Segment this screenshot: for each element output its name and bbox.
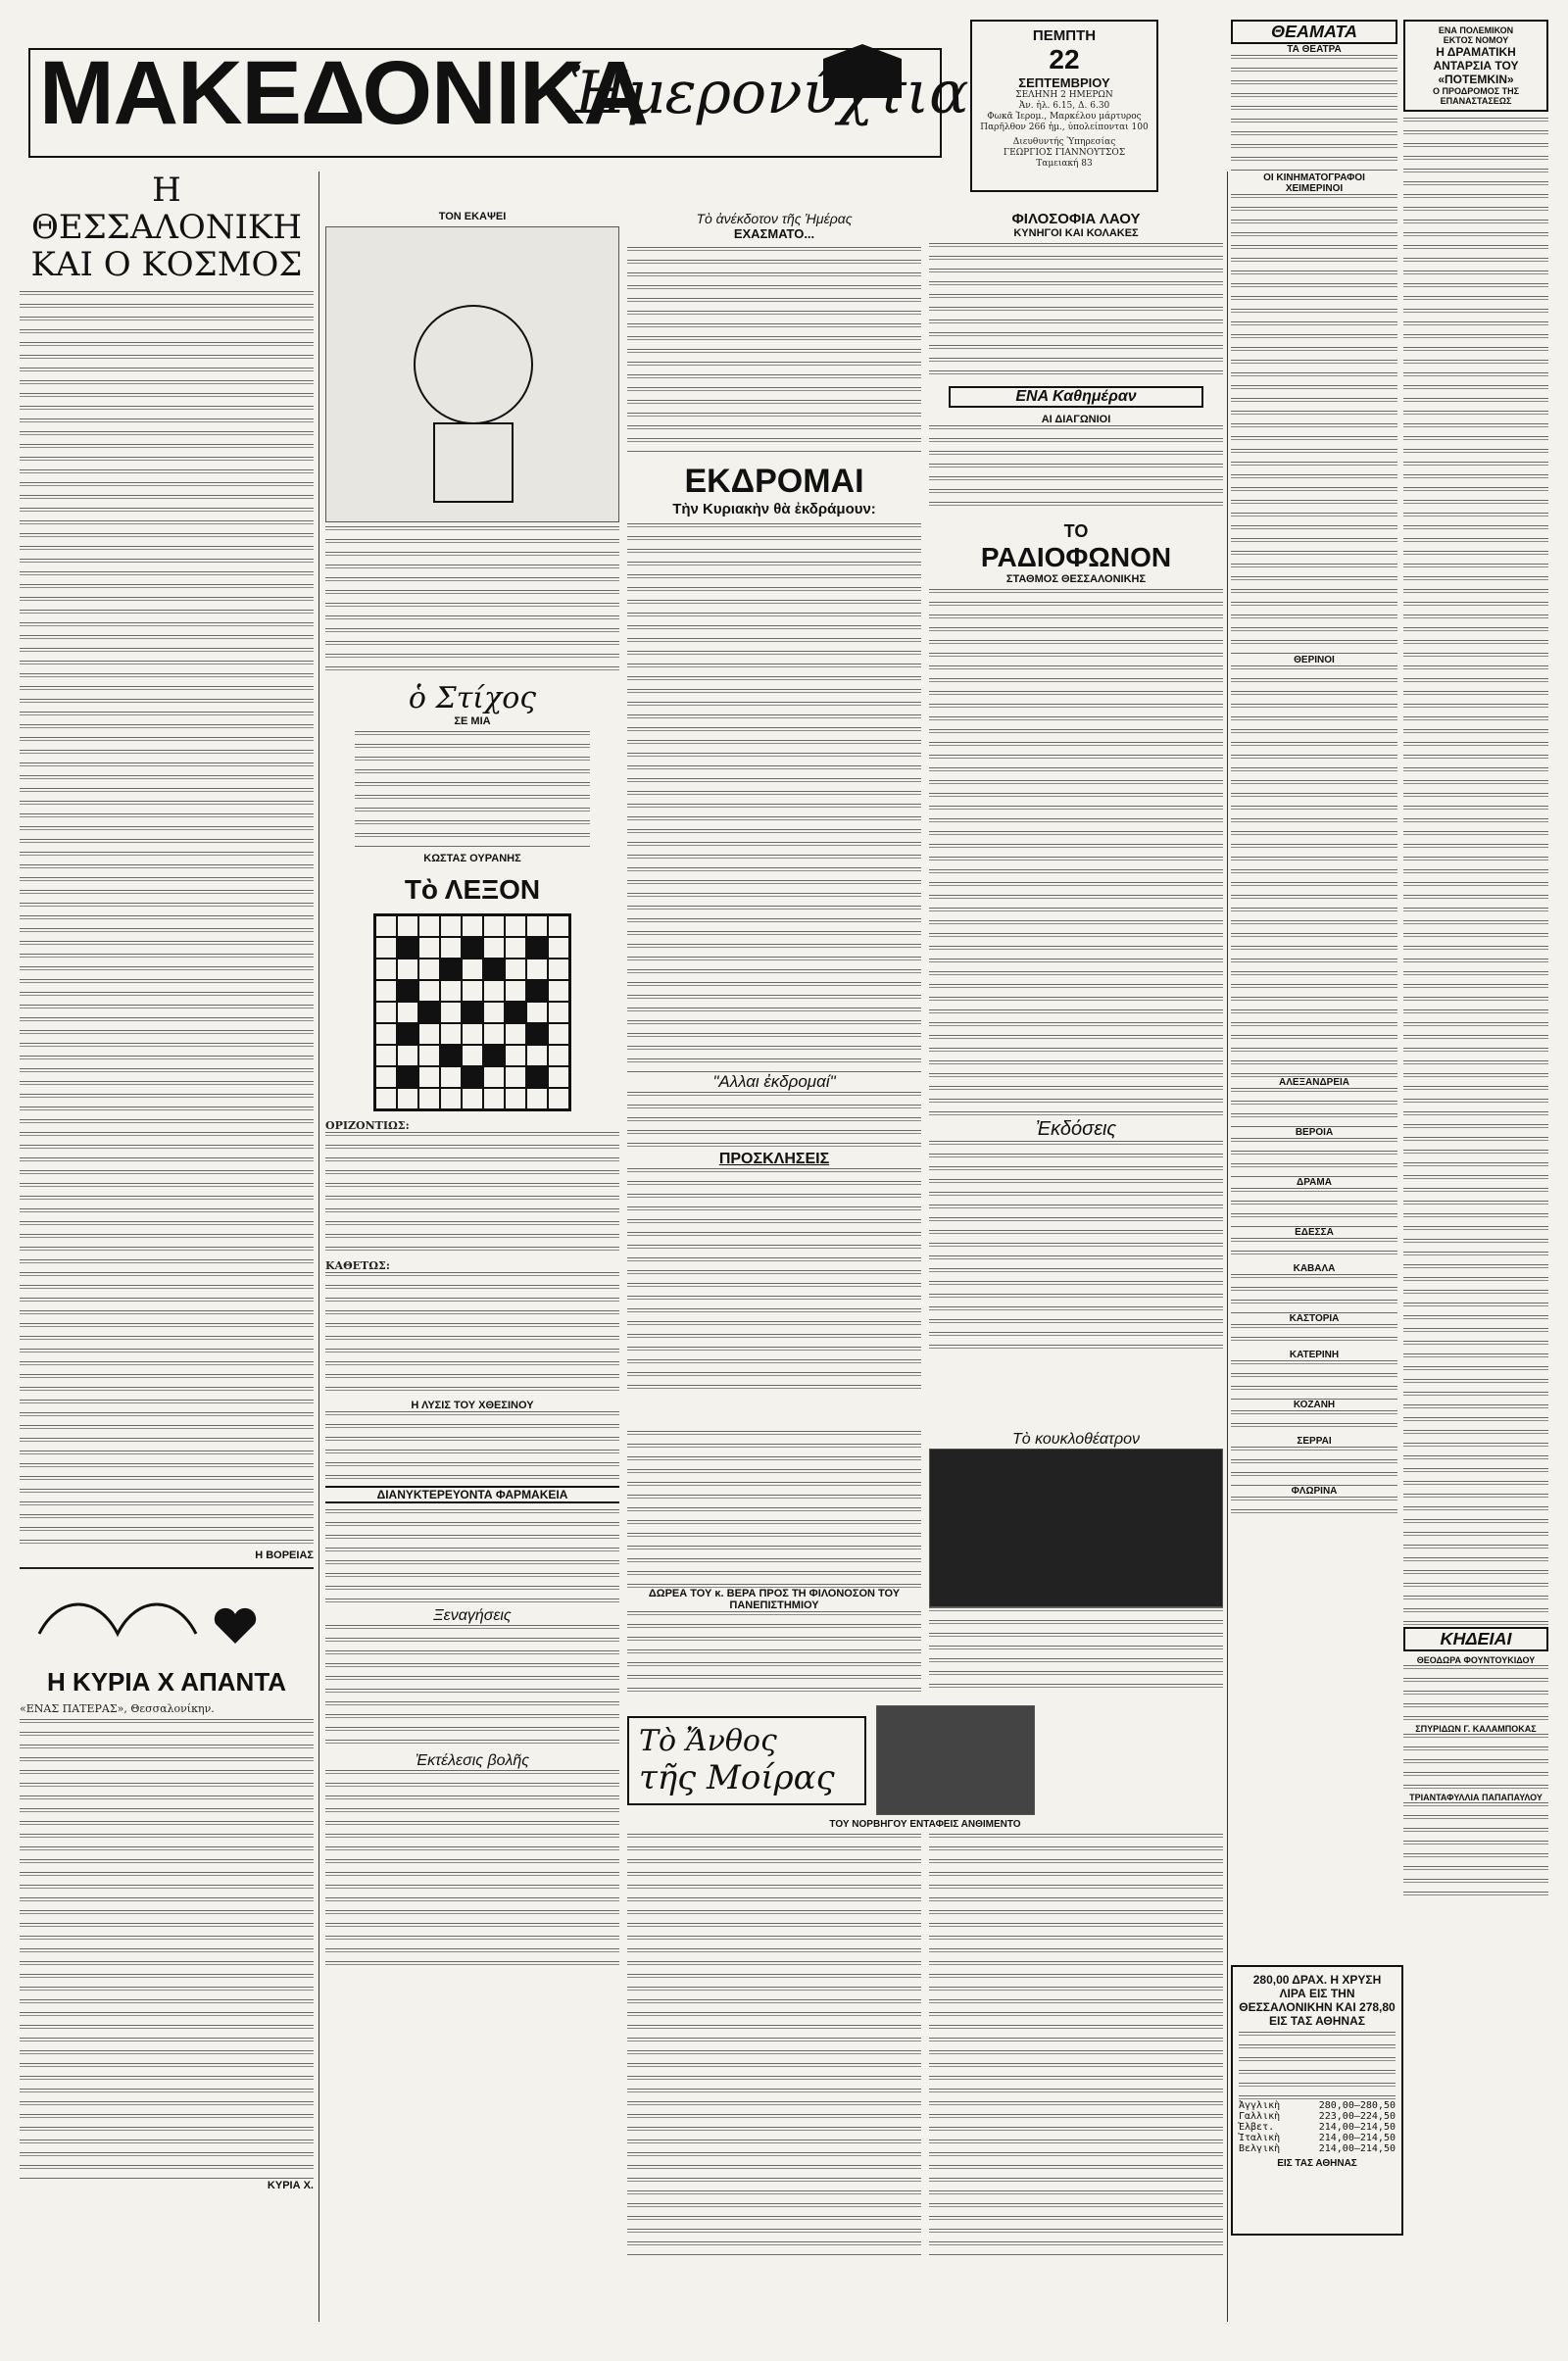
serial-title-box <box>627 1716 866 1805</box>
dorea-vera-body <box>627 1611 921 1699</box>
koukla-block <box>929 1431 1223 1699</box>
cat-11: ΣΕΡΡΑΙ <box>1297 1436 1332 1447</box>
page-ref: Ταμειακή 83 <box>1036 159 1093 169</box>
cartoon-image <box>325 226 619 522</box>
xenagisis-title: Ξεναγήσεις <box>433 1607 512 1624</box>
date-num: 22 <box>1049 44 1080 74</box>
ektelesis-title: Ἐκτέλεσις βολῆς <box>415 1752 530 1769</box>
cinema-sub: ΟΙ ΚΙΝΗΜΑΤΟΓΡΑΦΟΙ <box>1263 172 1365 183</box>
crossword-solution <box>325 1411 619 1480</box>
cat-4: ΒΕΡΟΙΑ <box>1295 1127 1334 1138</box>
cat-8: ΚΑΣΤΟΡΙΑ <box>1289 1313 1340 1324</box>
manager-label: Διευθυντής Ὑπηρεσίας <box>1012 137 1116 147</box>
serial-body-b <box>929 1834 1223 2255</box>
masthead-banner <box>20 39 969 167</box>
philosophia-title: ΦΙΛΟΣΟΦΙΑ ΛΑΟΥ <box>1011 211 1141 227</box>
ekdoseis-body <box>929 1141 1223 1356</box>
radio-body <box>929 589 1223 1118</box>
philosophia-subtitle: ΚΥΝΗΓΟΙ ΚΑΙ ΚΟΛΑΚΕΣ <box>1013 227 1139 239</box>
kathimerini-title: ΕΝΑ Καθημέραν <box>949 386 1203 408</box>
pharmacies-body <box>325 1509 619 1607</box>
kyria-signature: ΚΥΡΙΑ Χ. <box>267 2180 314 2191</box>
cat-7: ΚΑΒΑΛΑ <box>1293 1263 1336 1274</box>
gold-row <box>1239 2143 1396 2154</box>
crossword-title: Τὸ ΛΕΞΟΝ <box>404 874 541 905</box>
allai-body <box>627 1092 921 1151</box>
masthead-title: ΜΑΚΕΔΟΝΙΚΑ <box>39 43 648 143</box>
cat-6: ΕΔΕΣΣΑ <box>1295 1227 1334 1238</box>
ektelesis-body <box>325 1770 619 1966</box>
cat-2-body <box>1231 665 1397 1077</box>
cat-4-body <box>1231 1138 1397 1177</box>
serial-title-a: Τὸ Ἄνθος <box>639 1723 777 1758</box>
side-headline: Η ΔΡΑΜΑΤΙΚΗ ΑΝΤΑΡΣΙΑ ΤΟΥ «ΠΟΤΕΜΚΙΝ» <box>1433 45 1519 86</box>
anecdote-body <box>627 247 921 453</box>
column-three-a <box>627 211 921 1426</box>
left-col-body <box>325 526 619 673</box>
serial-body-a <box>627 1834 921 2255</box>
column-four-a <box>929 211 1223 1426</box>
cat-1-body <box>1231 194 1397 655</box>
lower-middle <box>627 1431 1223 2322</box>
gold-row-values: 214,00—214,50 <box>1318 2133 1396 2143</box>
gold-row-values: 223,00—224,50 <box>1318 2111 1396 2122</box>
gold-row-name: Ἑλβετ. <box>1239 2122 1275 2133</box>
cat-12: ΦΛΩΡΙΝΑ <box>1291 1486 1338 1497</box>
manager-name: ΓΕΩΡΓΙΟΣ ΓΙΑΝΝΟΥΤΣΟΣ <box>1003 148 1126 158</box>
lead-byline: Η ΒΟΡΕΙΑΣ <box>255 1549 314 1561</box>
gold-row-name: Ἰταλικὴ <box>1239 2133 1281 2143</box>
cat-7-body <box>1231 1274 1397 1313</box>
puppet-photo <box>929 1449 1223 1607</box>
side-line1: ΕΝΑ ΠΟΛΕΜΙΚΟΝ <box>1438 25 1514 35</box>
dorea-block <box>627 1431 921 1699</box>
philosophia-body <box>929 243 1223 380</box>
lead-body <box>20 291 314 1546</box>
kathimerini-body <box>929 425 1223 514</box>
side-column <box>1403 20 1548 1900</box>
gold-box <box>1231 1965 1403 2236</box>
crossword-across-label: ΟΡΙΖΟΝΤΙΩΣ: <box>325 1119 410 1132</box>
gold-rows <box>1239 2100 1396 2154</box>
ekdoseis-title: Ἐκδόσεις <box>1035 1118 1117 1140</box>
continued-body <box>627 1431 921 1588</box>
pharmacies-title: ΔΙΑΝΥΚΤΕΡΕΥΟΝΤΑ ΦΑΡΜΑΚΕΙΑ <box>325 1486 619 1503</box>
gold-headline: 280,00 ΔΡΑΧ. Η ΧΡΥΣΗ ΛΙΡΑ ΕΙΣ ΤΗΝ ΘΕΣΣΑΛΟΝΙΚΗΝ ΚΑΙ 278,80 ΕΙΣ ΤΑΣ ΑΘΗΝΑΣ <box>1239 1973 1396 2028</box>
ekdromai-body <box>627 523 921 1072</box>
kathimerini-subtitle: ΑΙ ΔΙΑΓΩΝΙΟΙ <box>1041 414 1111 425</box>
cat-9: ΚΑΤΕΡΙΝΗ <box>1289 1350 1340 1360</box>
obituary-title: ΚΗΔΕΙΑΙ <box>1403 1627 1548 1651</box>
gold-table-title: ΕΙΣ ΤΑΣ ΑΘΗΝΑΣ <box>1277 2158 1357 2169</box>
serial-header <box>627 1705 1223 1815</box>
gold-row-values: 214,00—214,50 <box>1318 2122 1396 2133</box>
anecdote-title: Τὸ ἀνέκδοτον τῆς Ἡμέρας <box>696 211 853 226</box>
gold-row-name: Ἀγγλικὴ <box>1239 2100 1281 2111</box>
gold-row <box>1239 2111 1396 2122</box>
rule <box>318 172 319 2322</box>
lead-headline: Η ΘΕΣΣΑΛΟΝΙΚΗ ΚΑΙ Ο ΚΟΣΜΟΣ <box>30 172 303 284</box>
side-box <box>1403 20 1548 112</box>
column-lead <box>20 172 314 2322</box>
date-day: ΠΕΜΠΤΗ <box>1032 27 1097 44</box>
radio-subtitle: ΣΤΑΘΜΟΣ ΘΕΣΣΑΛΟΝΙΚΗΣ <box>1005 573 1147 585</box>
serial-title-b: τῆς Μοίρας <box>639 1757 835 1797</box>
cat-8-body <box>1231 1324 1397 1350</box>
masthead-script: Ἡμερονύχτια <box>568 59 969 127</box>
cat-11-body <box>1231 1447 1397 1486</box>
kyria-body <box>20 1719 314 2180</box>
days-left: Παρῆλθον 266 ἡμ., ὑπολείπονται 100 <box>980 123 1149 132</box>
ekdromai-subtitle: Τὴν Κυριακὴν θὰ ἐκδράμουν: <box>672 501 876 517</box>
allai-title: "Αλλαι ἐκδρομαί" <box>712 1072 836 1091</box>
gold-row <box>1239 2100 1396 2111</box>
xenagisis-body <box>325 1625 619 1752</box>
serial-caption: ΤΟΥ ΝΟΡΒΗΓΟΥ ΕΝΤΑΦΕΙΣ ΑΝΘΙΜΕΝΤΟ <box>829 1819 1021 1830</box>
cartoon-drawing <box>326 227 618 519</box>
saint: Φωκᾶ Ἱερομ., Μαρκέλου μάρτυρος <box>987 112 1142 122</box>
crossword-down-label: ΚΑΘΕΤΩΣ: <box>325 1259 390 1272</box>
dorea-vera-title: ΔΩΡΕΑ ΤΟΥ κ. ΒΕΡΑ ΠΡΟΣ ΤΗ ΦΙΛΟΝΟΣΟΝ ΤΟΥ ΠΑΝΕΠΙΣΤΗΜΙΟΥ <box>648 1588 901 1611</box>
proskliseis-title: ΠΡΟΣΚΛΗΣΕΙΣ <box>718 1151 830 1167</box>
cat-9-body <box>1231 1360 1397 1400</box>
poem-author: ΚΩΣΤΑΣ ΟΥΡΑΝΗΣ <box>423 853 521 864</box>
gold-row-name: Γαλλικὴ <box>1239 2111 1281 2122</box>
cat-3: ΑΛΕΞΑΝΔΡΕΙΑ <box>1279 1077 1349 1088</box>
obituary-body2 <box>1403 1734 1548 1793</box>
kyria-intro: «ΕΝΑΣ ΠΑΤΕΡΑΣ», Θεσσαλονίκην. <box>20 1702 215 1715</box>
theatre-column <box>1231 20 1397 1900</box>
serial-portrait <box>876 1705 1035 1815</box>
gold-row <box>1239 2133 1396 2143</box>
cat-5-body <box>1231 1188 1397 1227</box>
anecdote-subtitle: ΕΧΑΣΜΑΤΟ... <box>733 226 815 241</box>
gold-body <box>1239 2032 1396 2100</box>
poem-body <box>355 731 590 849</box>
radio-title: ΡΑΔΙΟΦΩΝΟΝ <box>980 542 1172 572</box>
date-box <box>970 20 1158 192</box>
side-byline: Ο ΠΡΟΔΡΟΜΟΣ ΤΗΣ ΕΠΑΝΑΣΤΑΣΕΩΣ <box>1432 86 1520 106</box>
cat-10: ΚΟΖΑΝΗ <box>1293 1400 1336 1410</box>
cartoon-caption: ΤΟΝ ΕΚΑΨΕΙ <box>438 211 507 222</box>
radio-pre: ΤΟ <box>1063 521 1089 541</box>
obituary-name1: ΘΕΟΔΩΡΑ ΦΟΥΝΤΟΥΚΙΔΟΥ <box>1416 1655 1536 1665</box>
proskliseis-body <box>627 1168 921 1394</box>
obituary-name2: ΣΠΥΡΙΔΩΝ Γ. ΚΑΛΑΜΠΟΚΑΣ <box>1415 1724 1537 1734</box>
sun: Ἀν. ἡλ. 6.15, Δ. 6.30 <box>1018 101 1110 111</box>
koukla-body <box>929 1607 1223 1696</box>
gold-row-name: Βελγικὴ <box>1239 2143 1281 2154</box>
cat-6-body <box>1231 1238 1397 1263</box>
poem-title: ὁ Στίχος <box>408 681 537 715</box>
rule <box>1227 172 1228 2322</box>
theatre-body <box>1231 55 1397 172</box>
obituary-body3 <box>1403 1802 1548 1900</box>
obituary-name3: ΤΡΙΑΝΤΑΦΥΛΛΙΑ ΠΑΠΑΠΑΥΛΟΥ <box>1409 1793 1543 1802</box>
divider <box>20 1567 314 1569</box>
gold-row-values: 280,00—280,50 <box>1318 2100 1396 2111</box>
koukla-title: Τὸ κουκλοθέατρον <box>1011 1431 1141 1448</box>
cat-12-body <box>1231 1497 1397 1522</box>
crossword-grid <box>373 913 571 1111</box>
crossword-across <box>325 1132 619 1259</box>
moon: ΣΕΛΗΝΗ 2 ΗΜΕΡΩΝ <box>1015 90 1113 100</box>
kyria-headline: Η ΚΥΡΙΑ Χ ΑΠΑΝΤΑ <box>46 1667 287 1697</box>
theatre-sub: ΤΑ ΘΕΑΤΡΑ <box>1287 44 1342 55</box>
crossword-down <box>325 1272 619 1400</box>
crossword-solution-label: Η ΛΥΣΙΣ ΤΟΥ ΧΘΕΣΙΝΟΥ <box>411 1400 534 1411</box>
side-body <box>1403 118 1548 1627</box>
hearts-illustration <box>20 1575 314 1663</box>
cat-1: ΧΕΙΜΕΡΙΝΟΙ <box>1285 183 1344 194</box>
ekdromai-title: ΕΚΔΡΟΜΑΙ <box>684 463 864 500</box>
side-line2: ΕΚΤΟΣ ΝΟΜΟΥ <box>1443 35 1509 45</box>
gold-row <box>1239 2122 1396 2133</box>
cat-5: ΔΡΑΜΑ <box>1297 1177 1332 1188</box>
obituary-body1 <box>1403 1665 1548 1724</box>
gold-row-values: 214,00—214,50 <box>1318 2143 1396 2154</box>
column-two <box>325 211 619 2322</box>
cat-10-body <box>1231 1410 1397 1436</box>
newspaper-page <box>20 20 1548 2322</box>
cat-2: ΘΕΡΙΝΟΙ <box>1294 655 1335 665</box>
cat-3-body <box>1231 1088 1397 1127</box>
poem-subtitle: ΣΕ ΜΙΑ <box>454 715 491 727</box>
date-month: ΣΕΠΤΕΜΒΡΙΟΥ <box>1018 75 1110 90</box>
theatre-title: ΘΕΑΜΑΤΑ <box>1231 20 1397 44</box>
